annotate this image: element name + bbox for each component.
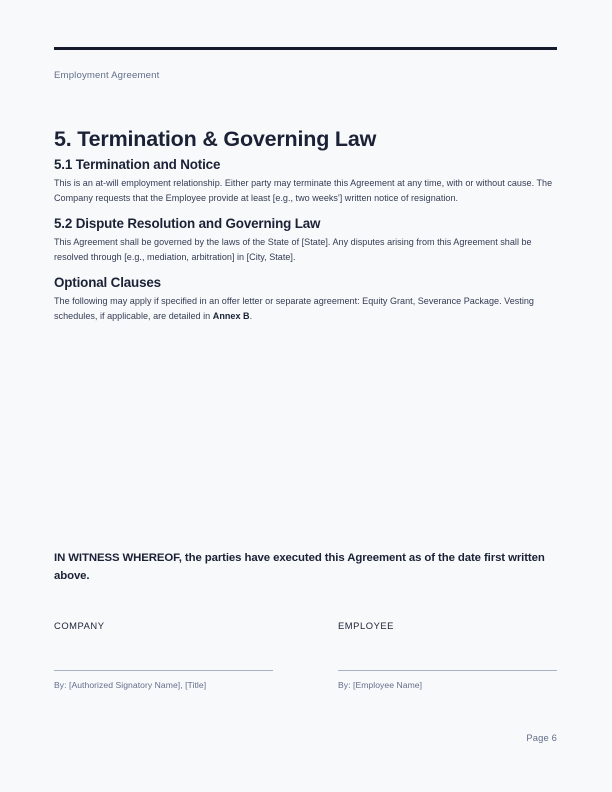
subsection-body-5-1 [54, 176, 557, 205]
subsection-heading-5-1: 5.1 Termination and Notice [54, 157, 221, 172]
signature-block [54, 619, 557, 691]
header-rule [54, 47, 557, 50]
optional-clauses-text-lead: The following may apply if specified in an offer letter or separate agreement: Equity Grant, Severance Package. Vesting schedules, if applicable, are detailed in [54, 296, 534, 321]
subsection-heading-optional-clauses: Optional Clauses [54, 275, 161, 291]
section-title: 5. Termination & Governing Law [54, 127, 377, 151]
running-header-title: Employment Agreement [54, 70, 160, 81]
subsection-body-5-2-text: This Agreement shall be governed by the laws of the State of [State]. Any disputes arising from this Agreement shall be resolved through [e.g., mediation, arbitration] in [City, State]. [54, 237, 532, 262]
subsection-body-5-2 [54, 235, 557, 264]
annex-reference: Annex B [212, 310, 250, 321]
company-party-label: COMPANY [54, 620, 105, 631]
witness-statement: IN WITNESS WHEREOF, the parties have executed this Agreement as of the date first written above. [54, 552, 545, 582]
subsection-heading-5-2: 5.2 Dispute Resolution and Governing Law [54, 216, 321, 232]
signature-column-company [54, 619, 273, 691]
company-signature-caption: By: [Authorized Signatory Name], [Title] [54, 680, 207, 690]
signature-column-employee [338, 619, 557, 691]
subsection-body-optional-clauses [54, 294, 557, 323]
employee-party-label: EMPLOYEE [338, 620, 394, 631]
employee-signature-line[interactable] [338, 670, 557, 671]
page-number-footer: Page 6 [526, 732, 557, 743]
company-signature-line[interactable] [54, 670, 273, 671]
document-body [54, 126, 557, 324]
subsection-body-5-1-text: This is an at-will employment relationship. Either party may terminate this Agreement at any time, with or without cause. The Company requests that the Employee provide at least [e.g., two weeks'] written notice of resignation. [54, 178, 553, 203]
optional-clauses-text-tail: . [249, 310, 253, 321]
employee-signature-caption: By: [Employee Name] [338, 680, 423, 690]
